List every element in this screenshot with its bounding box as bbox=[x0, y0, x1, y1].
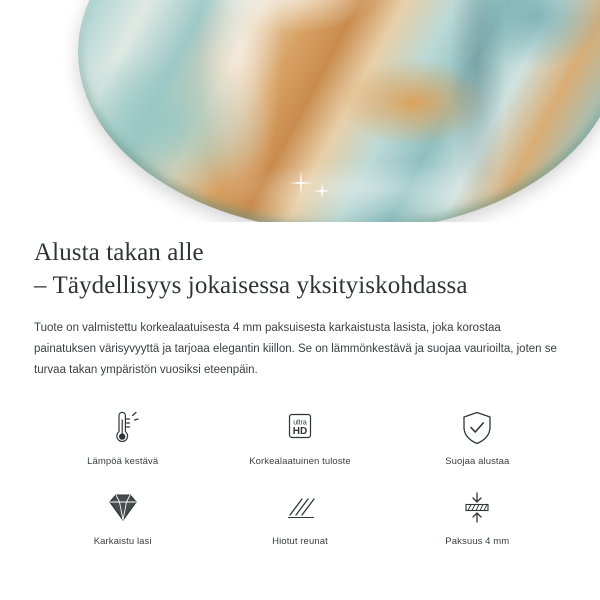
feature-item-high-quality-print bbox=[211, 409, 388, 467]
polished-edges-icon bbox=[282, 489, 318, 527]
feature-label: Suojaa alustaa bbox=[445, 456, 510, 467]
feature-item-thickness bbox=[389, 489, 566, 547]
shield-check-icon bbox=[460, 409, 494, 447]
disc-rim bbox=[78, 0, 600, 222]
feature-label: Korkealaatuinen tuloste bbox=[249, 456, 351, 467]
feature-label: Hiotut reunat bbox=[272, 536, 328, 547]
body-paragraph: Tuote on valmistettu korkealaatuisesta 4 mm paksuisesta karkaistusta lasista, joka korostaa painatuksen värisyvyyttä ja tarjoaa elegantin kiillon. Se on lämmönkestävä ja suojaa vaurioilta, joten se turvaa takan ympäristön vuosiksi eteenpäin. bbox=[34, 322, 557, 376]
diamond-icon bbox=[103, 489, 143, 527]
hero-image bbox=[0, 0, 600, 222]
marble-glass-disc bbox=[78, 0, 600, 222]
thickness-arrows-icon bbox=[459, 489, 495, 527]
thermometer-icon bbox=[106, 409, 140, 447]
feature-item-heat-resistant bbox=[34, 409, 211, 467]
content-area bbox=[0, 222, 600, 547]
feature-label: Paksuus 4 mm bbox=[445, 536, 510, 547]
feature-label: Karkaistu lasi bbox=[93, 536, 152, 547]
feature-item-tempered-glass bbox=[34, 489, 211, 547]
feature-grid bbox=[34, 409, 566, 547]
page-title bbox=[34, 222, 566, 302]
feature-label: Lämpöä kestävä bbox=[87, 456, 159, 467]
svg-text:HD: HD bbox=[292, 426, 308, 437]
headline-line-2: – Täydellisyys jokaisessa yksityiskohdassa bbox=[34, 272, 468, 299]
headline-line-1: Alusta takan alle bbox=[34, 239, 204, 266]
ultra-hd-icon bbox=[282, 409, 318, 447]
svg-text:ultra: ultra bbox=[293, 419, 307, 427]
feature-item-protects-base bbox=[389, 409, 566, 467]
feature-item-polished-edges bbox=[211, 489, 388, 547]
